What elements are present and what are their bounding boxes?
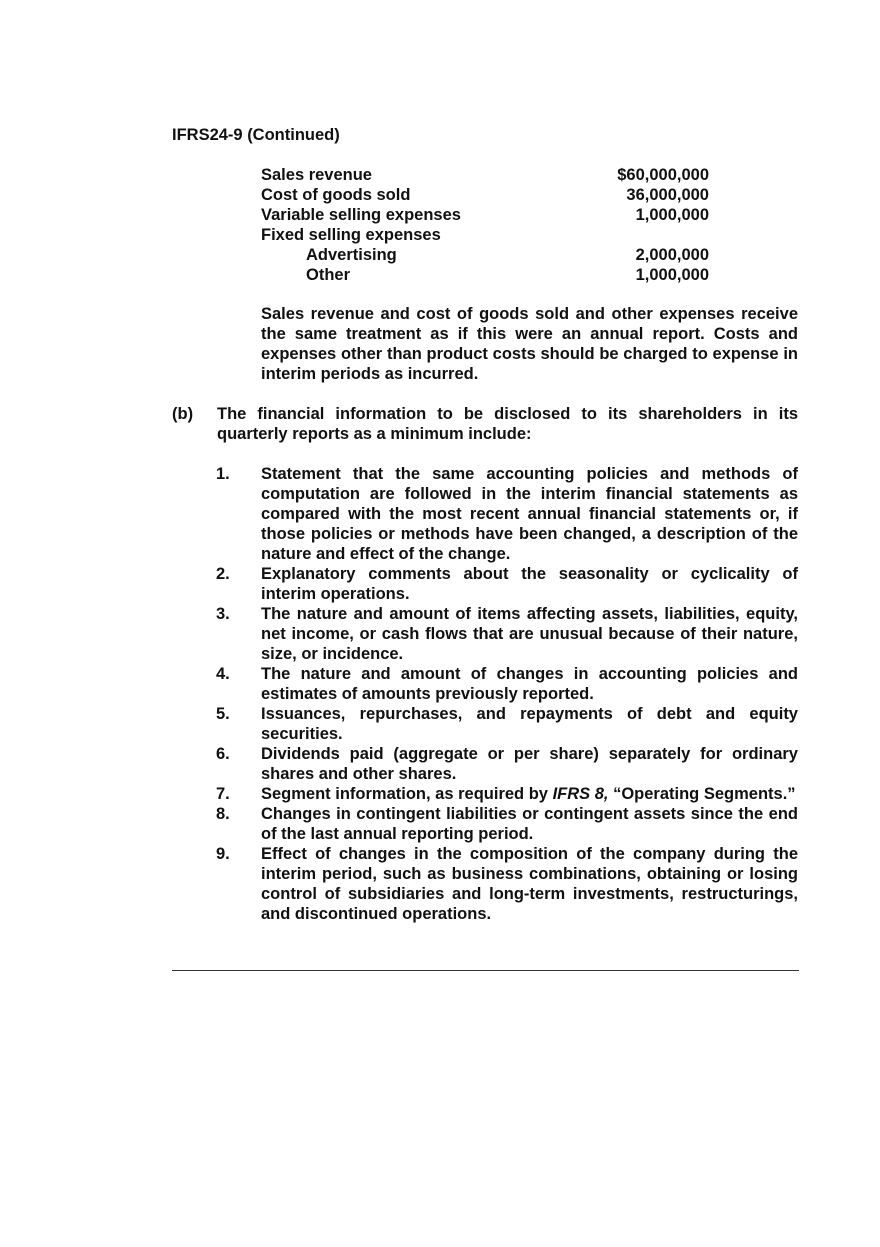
list-item-text-emphasis: IFRS 8, [552, 785, 609, 803]
list-item [216, 464, 798, 564]
list-item-number: 8. [216, 805, 230, 823]
financial-table [261, 165, 709, 285]
disclosure-list [216, 464, 798, 924]
list-item-number: 2. [216, 565, 230, 583]
list-item-text: The nature and amount of items affecting assets, liabilities, equity, net income, or cash flows that are unusual because of their nature, size, or incidence. [261, 605, 798, 663]
list-item-number: 1. [216, 465, 230, 483]
bottom-divider [172, 970, 799, 971]
fin-label: Other [306, 266, 351, 284]
list-item-text: Dividends paid (aggregate or per share) separately for ordinary shares and other shares. [261, 745, 798, 783]
list-item [216, 564, 798, 604]
treatment-paragraph: Sales revenue and cost of goods sold and other expenses receive the same treatment as if this were an annual report. Costs and expenses other than product costs should be charged to expense in interim periods as incurred. [261, 305, 798, 383]
list-item-text-before: Segment information, as required by [261, 785, 553, 803]
list-item [216, 744, 798, 784]
fin-label: Fixed selling expenses [261, 226, 441, 244]
fin-label: Cost of goods sold [261, 186, 411, 204]
list-item-text-after: “Operating Segments.” [608, 785, 796, 803]
list-item-text: Issuances, repurchases, and repayments of debt and equity securities. [261, 705, 798, 743]
fin-value: 1,000,000 [635, 206, 709, 224]
fin-value: $60,000,000 [617, 166, 709, 184]
list-item-number: 3. [216, 605, 230, 623]
fin-label: Variable selling expenses [261, 206, 461, 224]
list-item [216, 784, 798, 804]
part-b-label: (b) [172, 405, 194, 423]
list-item-number: 9. [216, 845, 230, 863]
fin-row-advertising [261, 245, 709, 265]
list-item-text: Statement that the same accounting policies and methods of computation are followed in the interim financial statements as compared with the most recent annual financial statements or, if those policies or methods have been changed, a description of the nature and effect of the change. [261, 465, 798, 563]
list-item-number: 7. [216, 785, 230, 803]
fin-label: Advertising [306, 246, 397, 264]
fin-row-fixed-selling-expenses [261, 225, 709, 245]
section-heading: IFRS24-9 (Continued) [172, 126, 340, 144]
fin-row-sales-revenue [261, 165, 709, 185]
fin-value: 36,000,000 [626, 186, 709, 204]
fin-row-cost-of-goods-sold [261, 185, 709, 205]
fin-label: Sales revenue [261, 166, 372, 184]
fin-value: 1,000,000 [635, 266, 709, 284]
list-item-text: Explanatory comments about the seasonality or cyclicality of interim operations. [261, 565, 798, 603]
list-item [216, 664, 798, 704]
fin-row-variable-selling-expenses [261, 205, 709, 225]
list-item [216, 704, 798, 744]
part-b [172, 404, 798, 444]
fin-row-other [261, 265, 709, 285]
list-item [216, 604, 798, 664]
list-item-text: Effect of changes in the composition of the company during the interim period, such as business combinations, obtaining or losing control of subsidiaries and long-term investments, restructurings, and discontinued operations. [261, 845, 798, 923]
list-item-number: 5. [216, 705, 230, 723]
list-item-text: The nature and amount of changes in accounting policies and estimates of amounts previously reported. [261, 665, 798, 703]
part-b-text: The financial information to be disclosed to its shareholders in its quarterly reports as a minimum include: [217, 405, 798, 443]
fin-value: 2,000,000 [635, 246, 709, 264]
list-item-number: 6. [216, 745, 230, 763]
list-item [216, 844, 798, 924]
list-item-number: 4. [216, 665, 230, 683]
list-item-text: Changes in contingent liabilities or contingent assets since the end of the last annual reporting period. [261, 805, 798, 843]
list-item [216, 804, 798, 844]
